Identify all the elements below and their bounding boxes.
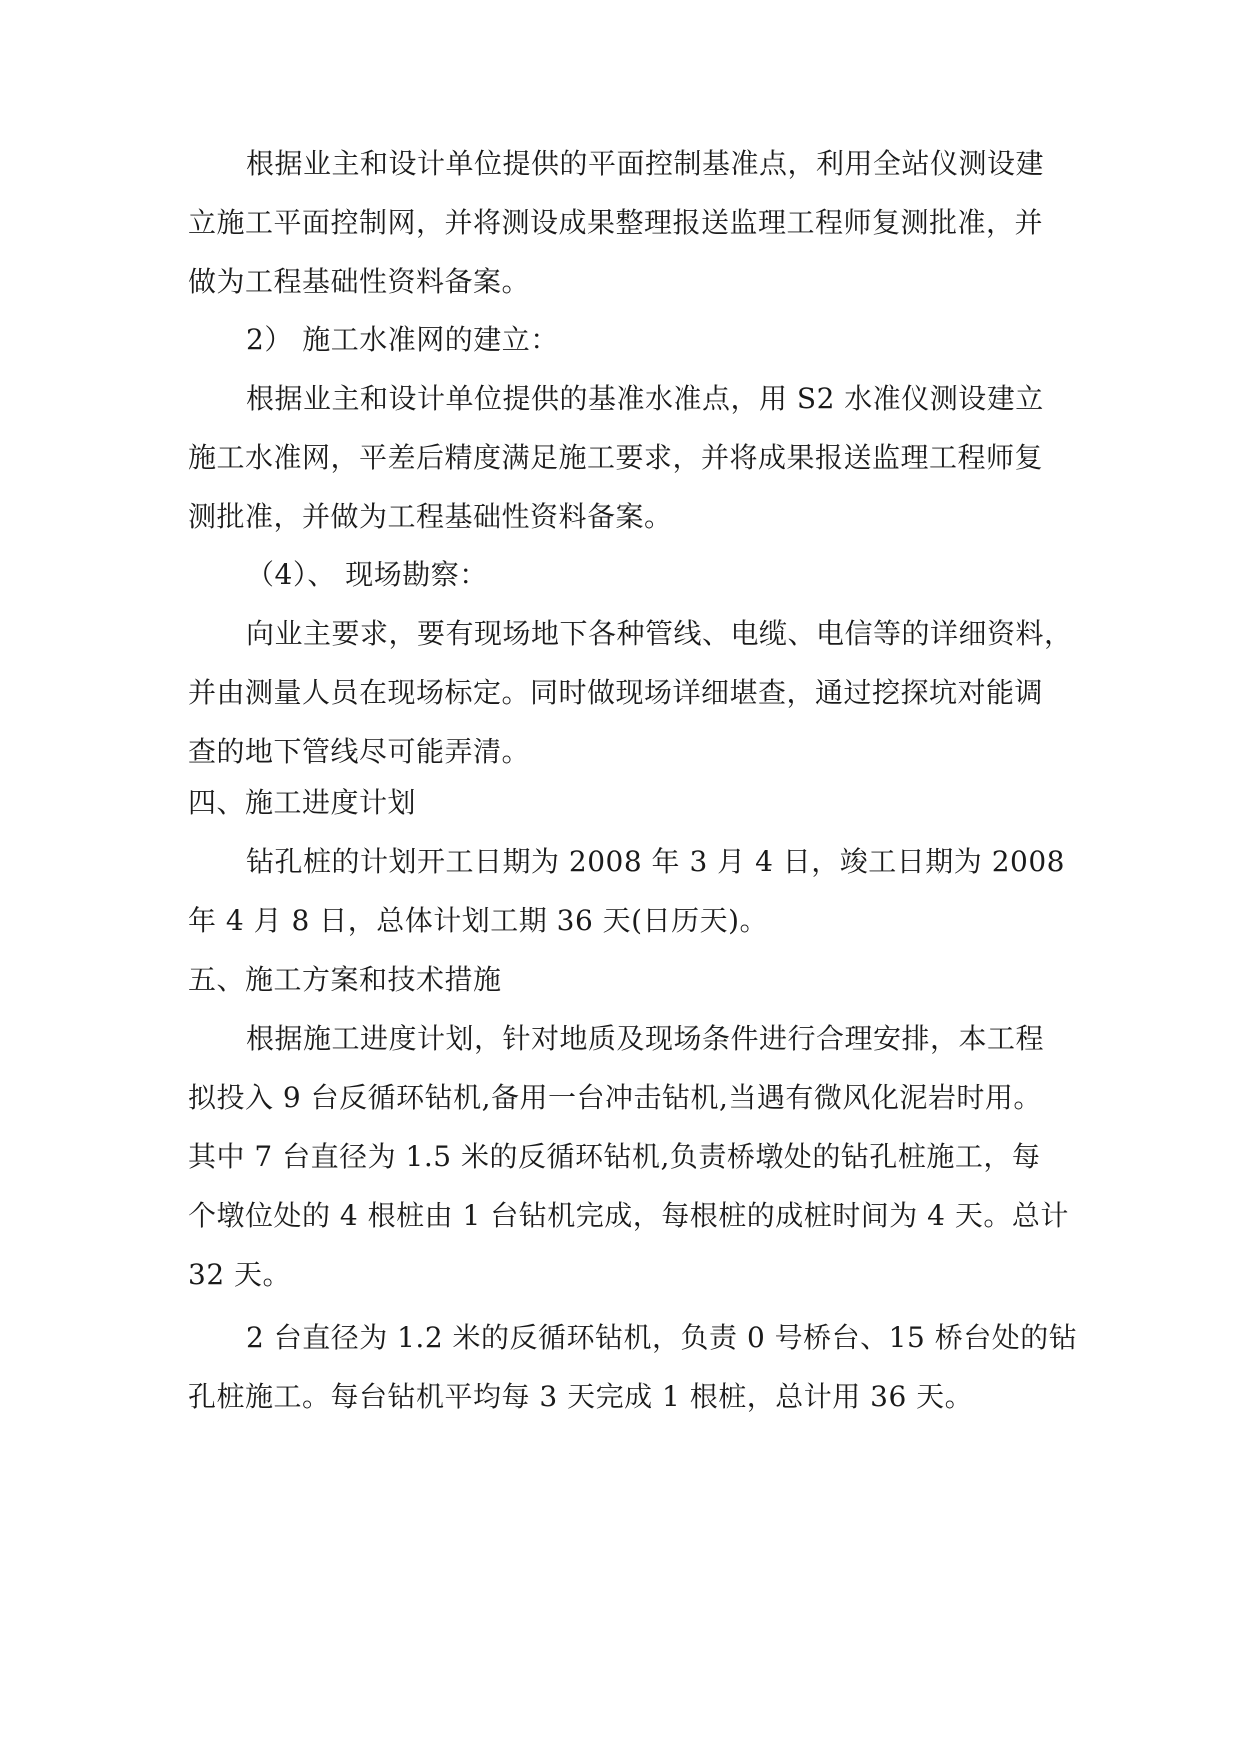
section-heading-construction-plan: 五、施工方案和技术措施 [188, 963, 502, 996]
paragraph-line: 32 天。 [188, 1258, 292, 1291]
paragraph-line: 立施工平面控制网，并将测设成果整理报送监理工程师复测批准，并 [188, 206, 1044, 239]
subheading-leveling-network: 2） 施工水准网的建立： [246, 323, 559, 356]
paragraph-line: 个墩位处的 4 根桩由 1 台钻机完成，每根桩的成桩时间为 4 天。总计 [188, 1199, 1069, 1232]
paragraph-line: 测批准，并做为工程基础性资料备案。 [188, 500, 673, 533]
paragraph-line: 孔桩施工。每台钻机平均每 3 天完成 1 根桩，总计用 36 天。 [188, 1380, 974, 1413]
paragraph-line: 根据施工进度计划，针对地质及现场条件进行合理安排，本工程 [246, 1022, 1045, 1055]
paragraph-line: 其中 7 台直径为 1.5 米的反循环钻机,负责桥墩处的钻孔桩施工，每 [188, 1140, 1041, 1173]
section-heading-schedule: 四、施工进度计划 [188, 786, 417, 819]
paragraph-line: 钻孔桩的计划开工日期为 2008 年 3 月 4 日，竣工日期为 2008 [246, 845, 1065, 878]
paragraph-line: 查的地下管线尽可能弄清。 [188, 735, 531, 768]
subheading-site-survey: （4）、 现场勘察： [246, 558, 488, 591]
paragraph-line: 拟投入 9 台反循环钻机,备用一台冲击钻机,当遇有微风化泥岩时用。 [188, 1081, 1042, 1114]
paragraph-line: 根据业主和设计单位提供的平面控制基准点，利用全站仪测设建 [246, 147, 1045, 180]
paragraph-line: 2 台直径为 1.2 米的反循环钻机，负责 0 号桥台、15 桥台处的钻 [246, 1321, 1078, 1354]
paragraph-line: 根据业主和设计单位提供的基准水准点，用 S2 水准仪测设建立 [246, 382, 1044, 415]
paragraph-line: 年 4 月 8 日，总体计划工期 36 天(日历天)。 [188, 904, 769, 937]
paragraph-line: 向业主要求，要有现场地下各种管线、电缆、电信等的详细资料， [246, 617, 1073, 650]
paragraph-line: 施工水准网，平差后精度满足施工要求，并将成果报送监理工程师复 [188, 441, 1044, 474]
paragraph-line: 做为工程基础性资料备案。 [188, 265, 531, 298]
paragraph-line: 并由测量人员在现场标定。同时做现场详细堪查，通过挖探坑对能调 [188, 676, 1044, 709]
